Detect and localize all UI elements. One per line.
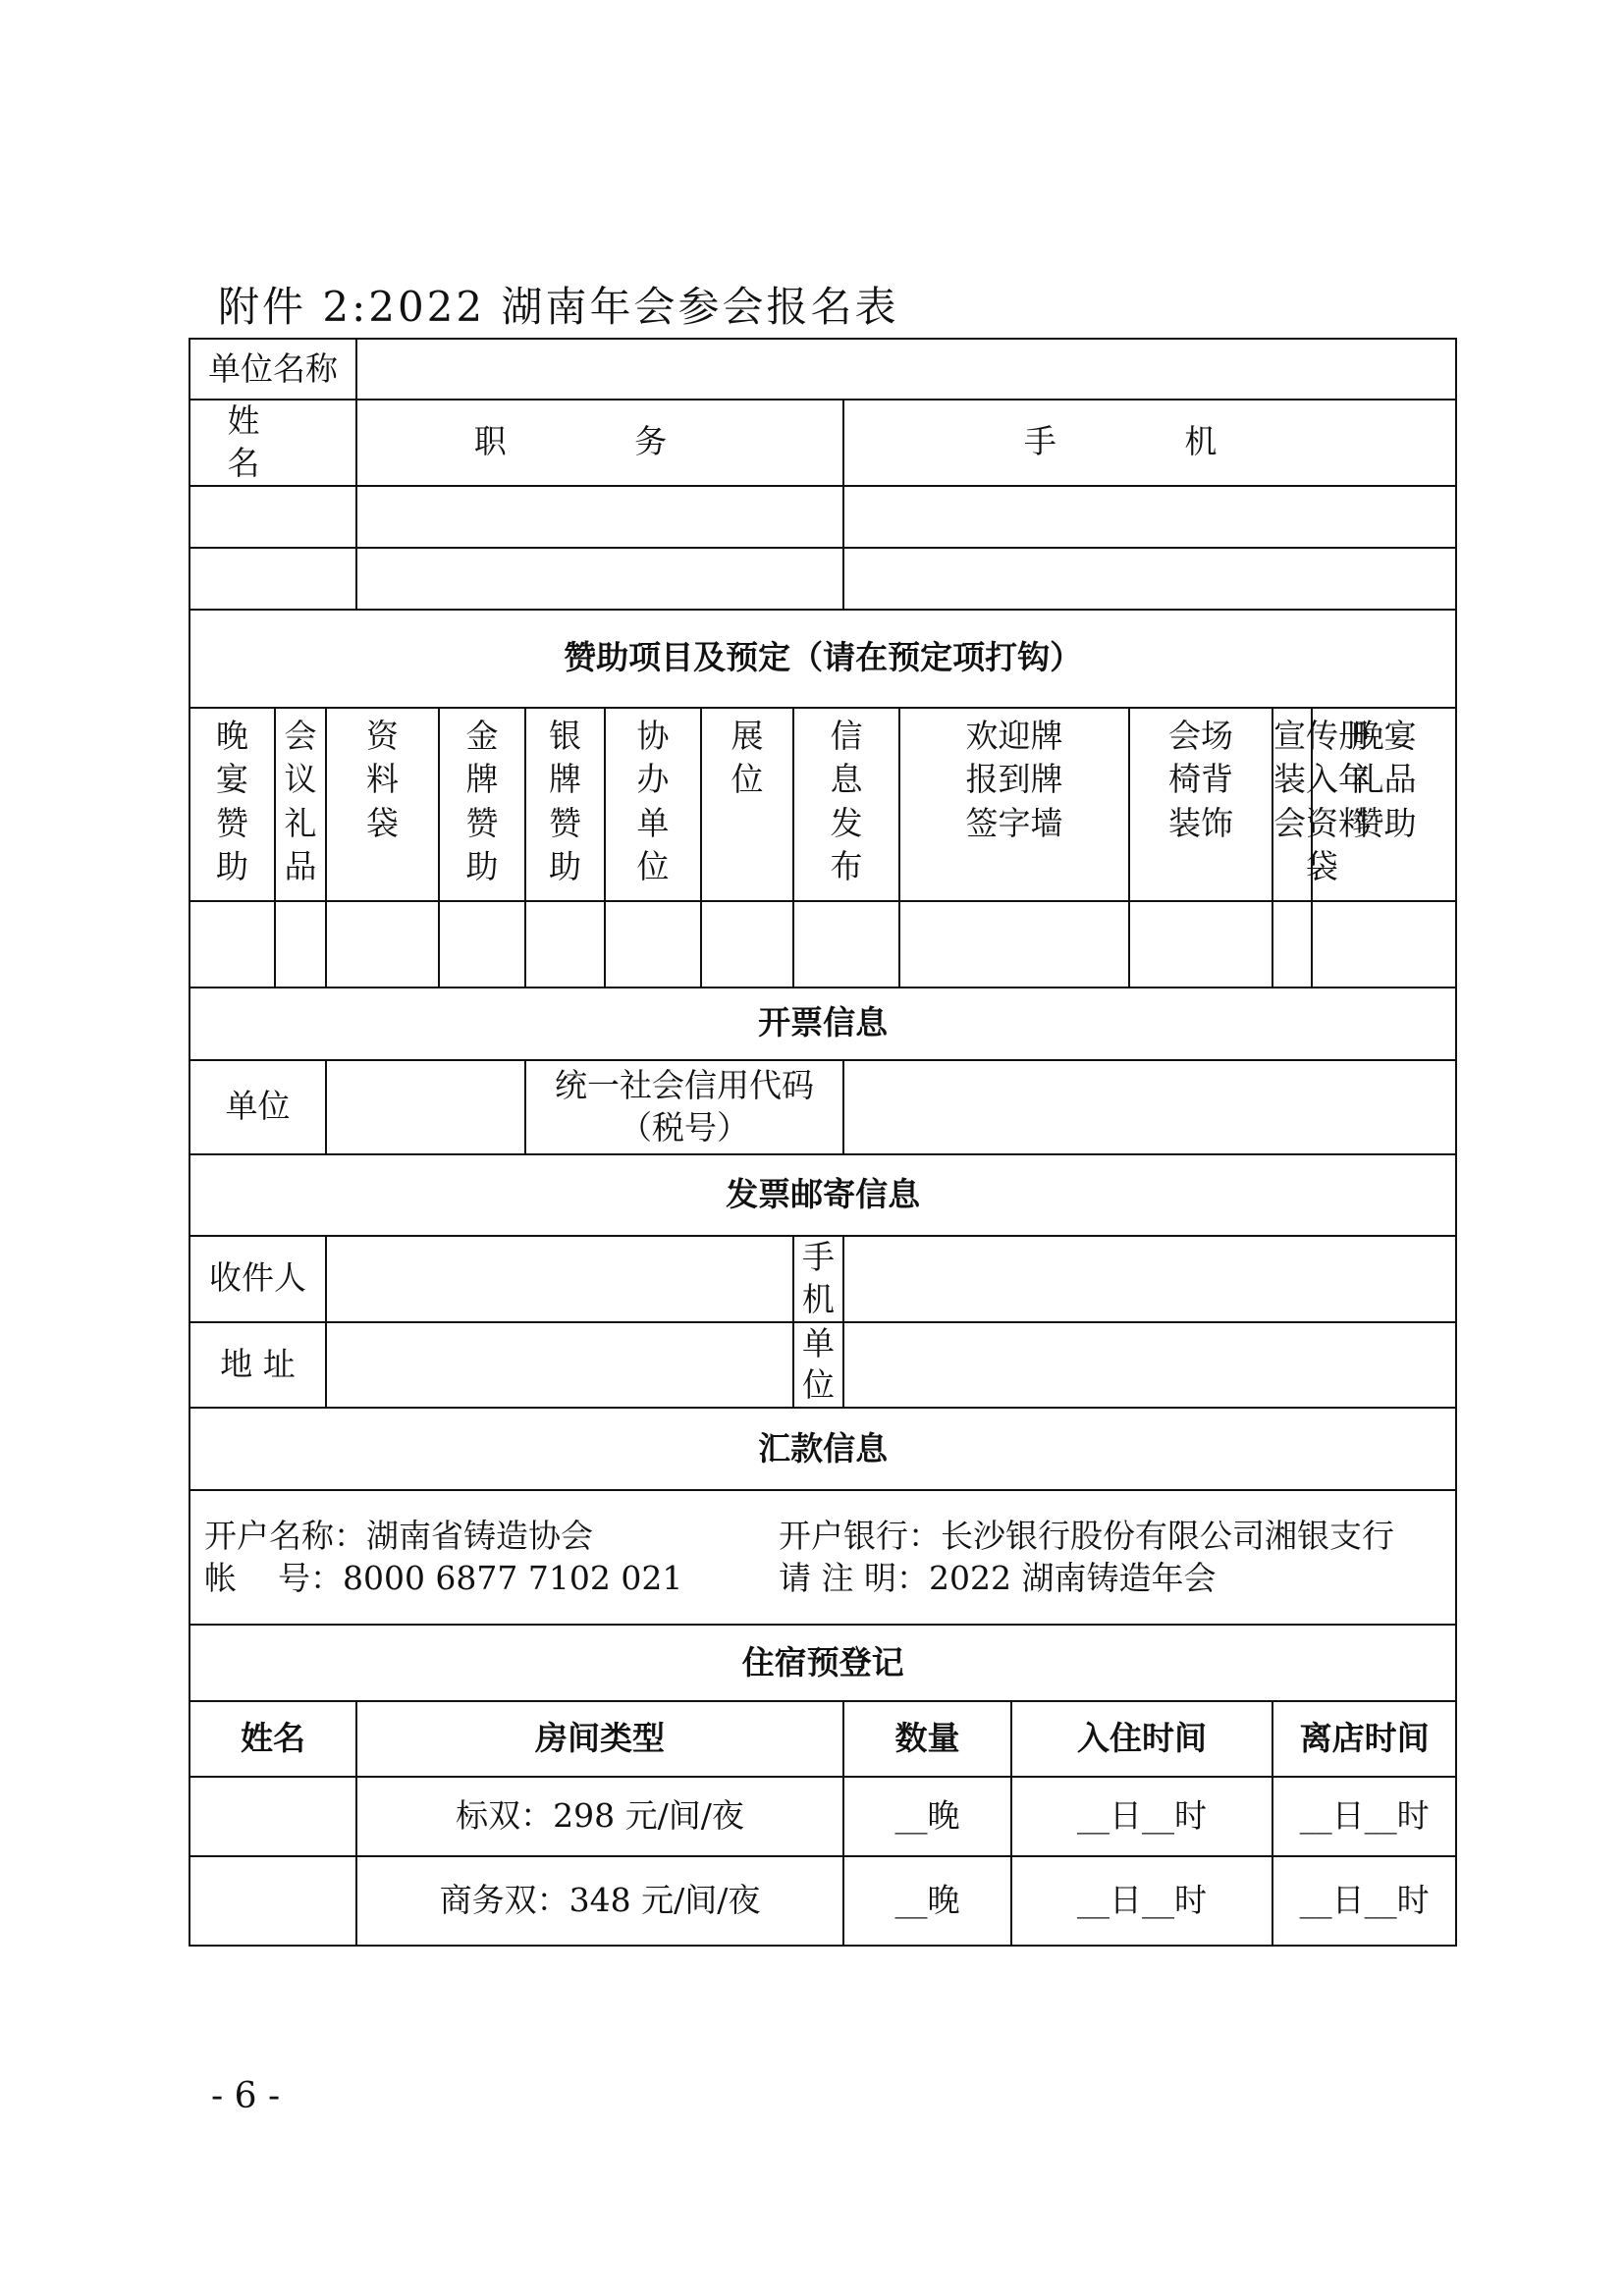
name-header: 姓 名 [189, 400, 356, 486]
attendee-phone-field[interactable] [843, 486, 1456, 548]
checkout-field[interactable]: __日__时 [1272, 1777, 1456, 1856]
account-name: 开户名称：湖南省铸造协会 [204, 1516, 593, 1555]
sponsor-checkbox[interactable] [439, 901, 525, 988]
sponsor-checkbox[interactable] [701, 901, 793, 988]
checkout-field[interactable]: __日__时 [1272, 1856, 1456, 1946]
sponsor-item: 会议礼品 [275, 708, 326, 901]
attendee-name-field[interactable] [189, 486, 356, 548]
sponsor-item: 信息发布 [793, 708, 899, 901]
sponsor-checkbox[interactable] [899, 901, 1129, 988]
sponsor-item: 晚宴赞助 [189, 708, 275, 901]
recipient-field[interactable] [326, 1236, 793, 1322]
sponsor-item: 会场椅背装饰 [1129, 708, 1272, 901]
guest-name-field[interactable] [189, 1856, 356, 1946]
unit-name-label: 单位名称 [189, 339, 356, 400]
checkin-field[interactable]: __日__时 [1011, 1777, 1272, 1856]
checkin-header: 入住时间 [1011, 1701, 1272, 1777]
attendee-position-field[interactable] [356, 486, 843, 548]
guest-name-field[interactable] [189, 1777, 356, 1856]
mailing-phone-label: 手机 [793, 1236, 843, 1322]
sponsor-checkbox[interactable] [1129, 901, 1272, 988]
registration-form [189, 338, 1457, 1947]
unit-name-field[interactable] [356, 339, 1456, 400]
room-type-header: 房间类型 [356, 1701, 843, 1777]
address-field[interactable] [326, 1322, 793, 1409]
address-label: 地 址 [189, 1322, 326, 1409]
remittance-title: 汇款信息 [189, 1408, 1456, 1490]
guest-name-header: 姓名 [189, 1701, 356, 1777]
payment-note: 请 注 明：2022 湖南铸造年会 [779, 1558, 1217, 1597]
account-number: 帐 号：8000 6877 7102 021 [204, 1558, 683, 1597]
sponsor-item: 协办单位 [605, 708, 701, 901]
sponsor-checkbox[interactable] [525, 901, 605, 988]
sponsor-item: 宣传册装入年会资料袋 [1272, 708, 1312, 901]
mailing-phone-field[interactable] [843, 1236, 1456, 1322]
attendee-row [189, 548, 1456, 610]
checkout-header: 离店时间 [1272, 1701, 1456, 1777]
sponsor-checkbox[interactable] [793, 901, 899, 988]
sponsor-item: 银牌赞助 [525, 708, 605, 901]
sponsor-item: 晚宴礼品赞助 [1312, 708, 1456, 901]
accommodation-row [189, 1856, 1456, 1946]
bank-name: 开户银行：长沙银行股份有限公司湘银支行 [779, 1516, 1394, 1555]
mailing-title: 发票邮寄信息 [189, 1154, 1456, 1236]
sponsor-checkbox[interactable] [275, 901, 326, 988]
position-header: 职 务 [356, 400, 843, 486]
sponsor-item: 展位 [701, 708, 793, 901]
sponsor-checkbox[interactable] [326, 901, 439, 988]
nights-field[interactable]: __晚 [843, 1856, 1011, 1946]
room-type: 商务双：348 元/间/夜 [356, 1856, 843, 1946]
attendee-position-field[interactable] [356, 548, 843, 610]
sponsor-item: 资料袋 [326, 708, 439, 901]
sponsorship-title: 赞助项目及预定（请在预定项打钩） [189, 610, 1456, 708]
credit-code-label: 统一社会信用代码 （税号） [525, 1060, 843, 1154]
invoice-title: 开票信息 [189, 988, 1456, 1060]
invoice-unit-label: 单位 [189, 1060, 326, 1154]
sponsor-item: 金牌赞助 [439, 708, 525, 901]
accommodation-title: 住宿预登记 [189, 1625, 1456, 1701]
sponsor-checkbox[interactable] [1312, 901, 1456, 988]
phone-header: 手 机 [843, 400, 1456, 486]
room-type: 标双：298 元/间/夜 [356, 1777, 843, 1856]
attendee-name-field[interactable] [189, 548, 356, 610]
credit-code-field[interactable] [843, 1060, 1456, 1154]
mailing-unit-label: 单位 [793, 1322, 843, 1409]
nights-field[interactable]: __晚 [843, 1777, 1011, 1856]
mailing-unit-field[interactable] [843, 1322, 1456, 1409]
invoice-unit-field[interactable] [326, 1060, 525, 1154]
page-number: - 6 - [211, 2076, 281, 2116]
accommodation-row [189, 1777, 1456, 1856]
remittance-info [189, 1490, 1456, 1625]
checkin-field[interactable]: __日__时 [1011, 1856, 1272, 1946]
sponsor-item: 欢迎牌报到牌签字墙 [899, 708, 1129, 901]
sponsor-checkbox[interactable] [1272, 901, 1312, 988]
quantity-header: 数量 [843, 1701, 1011, 1777]
attendee-phone-field[interactable] [843, 548, 1456, 610]
sponsor-checkbox[interactable] [189, 901, 275, 988]
document-title: 附件 2:2022 湖南年会参会报名表 [218, 283, 899, 331]
sponsor-checkbox[interactable] [605, 901, 701, 988]
recipient-label: 收件人 [189, 1236, 326, 1322]
attendee-row [189, 486, 1456, 548]
